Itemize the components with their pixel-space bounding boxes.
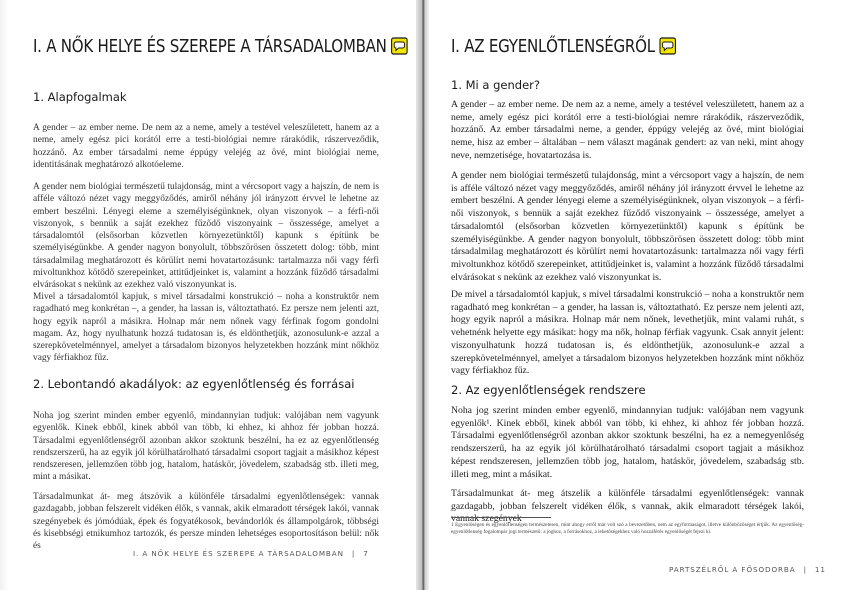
speech-bubble-icon [659, 37, 676, 55]
running-footer [133, 549, 369, 558]
chapter-title [33, 37, 408, 57]
running-footer [669, 565, 826, 574]
paragraph: A gender – az ember neme. De nem az a neme, amely a testével veleszületett, hanem az a neme, amely egész pici korától erre a testi-biológiai nemre rárakódik, rászerveződik, hozzánő. Az ember társadalmi neme éppúgy velejég az övé, mint biológiai neme, identitásának meghatározó alkotóeleme. [33, 123, 379, 170]
paragraph: A gender nem biológiai természetű tulajdonság, mint a vércsoport vagy a hajszín, de nem is afféle változó nézet vagy meggyőződés, amiről néhány jól irányzott érvvel le lehetne az embert beszélni. Lényegi eleme a személyiségünknek, olyan viszonyok – a férfi-női viszonyok, s bennük a saját ezekhez fűződő viszonyaink – összessége, amelyet a társadalomtól (elsősorban közvetlen környezetünktől) kapunk s építünk be személyiségünkbe. A gender nagyon bonyolult, többszörösen összetett dolog: több, mint társadalmilag meghatározott és körülírt nemi hovatartozásunk: tartalmazza női vagy férfi mivoltunkhoz kötődő szerepeinket, attitűdjeinket is, valamint a hozzánk fűződő társadalmi elvárásokat s nekünk az ezekhez való viszonyunkat is. [33, 182, 379, 291]
paragraph: A gender – az ember neme. De nem az a neme, amely a testével veleszületett, hanem az a neme, amely egész pici korától erre a testi-biológiai nemre rárakódik, rászerveződik, hozzánő. Az ember társadalmi neme, a gender, éppúgy velejég az övé, mint biológiai neme, hisz az ember – általában – nem választ magának gendert: az van neki, mint ahogy neve, nemzetisége, hovatartozása is. [451, 99, 804, 161]
page-number: 7 [363, 549, 369, 558]
section-heading: 1. Mi a gender? [451, 78, 540, 92]
section-heading: 1. Alapfogalmak [33, 90, 127, 104]
paragraph: Noha jog szerint minden ember egyenlő, mindannyian tudjuk: valójában nem vagyunk egyenlők¹. Kinek ebből, kinek abból van több, ki ehhez, ki ahhoz fér jobban hozzá. Társadalmi egyenlőtlenségről azonban akkor szoktunk beszélni, ha ez a nemegyenlőség rendszerszerű, ha az egyik jól körülhatárolható társadalmi csoport tagjait a másikhoz képest rendszeresen, jellemzően több jog, hatalom, hatáskör, jövedelem, szabadság stb. illeti meg, mint a másikat. [451, 405, 804, 480]
chapter-title [451, 37, 676, 57]
chapter-title-text: I. A NŐK HELYE ÉS SZEREPE A TÁRSADALOMBAN [33, 37, 387, 57]
paragraph: Társadalmunkat át- meg átszelik a különféle társadalmi egyenlőtlenségek: vannak gazdagabb, jobban felszerelt vidéken élők, s vannak, akik elmaradott térségek lakói, vannak szegények [451, 488, 804, 525]
footer-separator: | [351, 549, 356, 558]
footnote: 1 Egyenlőségen és egyenlőtlenségen természetesen, mint ahogy errõl már volt szó a bevezetőben, nem az egyformaságot, illetve különbözőséget értjük. Az egyenlőség-egyenlőtlenség fogalompár jogi természetű: a joghoz, a forrásokhoz, a lehetőségekhez való hozzáférés egyenlőségét fejezi ki. [451, 522, 804, 536]
section-heading: 2. Lebontandó akadályok: az egyenlőtlenség és forrásai [33, 377, 355, 391]
running-footer-text: I. A NŐK HELYE ÉS SZEREPE A TÁRSADALOMBAN [133, 549, 344, 558]
footer-separator: | [803, 565, 807, 574]
paragraph: De mivel a társadalomtól kapjuk, s mivel társadalmi konstrukció – noha a konstruktőr nem ragadható meg konkrétan – a gender, ha lassan is, változtatható. Ez persze nem jelenti azt, hogy egyik napról a másikra. Holnap már nem nőnek, levethetjük, mint valami ruhát, s vehetnénk helyette egy másikat: hogy ma nők, holnap férfiak vagyunk. Csak annyit jelent: viszonyulhatunk hozzá tudatosan is, és eldönthetjük, azonosulunk-e azzal a szerepkövetelménnyel, amelyet a társadalom bizonyos helyzetekben hozzánk mint nőkhöz vagy férfiakhoz fűz. [451, 289, 804, 377]
paragraph: Noha jog szerint minden ember egyenlő, mindannyian tudjuk: valójában nem vagyunk egyenlők. Kinek ebből, kinek abból van több, ki ehhez, ki ahhoz fér jobban hozzá. Társadalmi egyenlőtlenségről azonban akkor szoktunk beszélni, ha ez az egyenlőtlenség rendszerszerű, ha az egyik jól körülhatárolható társadalmi csoport tagjait a másikhoz képest rendszeresen, jellemzően több jog, hatalom, hatáskör, jövedelem, szabadság stb. illeti meg, mint a másikat. [33, 411, 379, 483]
paragraph: A gender nem biológiai természetű tulajdonság, mint a vércsoport vagy a hajszín, de nem is afféle változó nézet vagy meggyőződés, amiről néhány jól irányzott érvvel le lehetne az embert beszélni. A gender lényegi eleme a személyiségünknek, olyan viszonyok – a férfi-női viszonyok, s bennük a saját ezekhez fűződő viszonyaink – összessége, amelyet a társadalomtól (elsősorban közvetlen környezetünktől) kapunk s építünk be személyiségünkbe. A gender nagyon bonyolult, többszörösen összetett dolog: több mint társadalmilag meghatározott és körülírt nemi hovatartozásunk: tartalmazza női vagy férfi mivoltunkhoz kötődő szerepeinket, attitűdjeinket is, valamint a hozzánk fűződő társadalmi elvárásokat s nekünk az ezekhez való viszonyunkat is. [451, 170, 804, 283]
page-number: 11 [814, 565, 826, 574]
speech-bubble-icon [391, 37, 408, 55]
paragraph: Mivel a társadalomtól kapjuk, s mivel társadalmi konstrukció – noha a konstruktőr nem ragadható meg konkrétan –, a gender, ha lassan is, változtatható. Ez persze nem jelenti azt, hogy egyik napról a másikra. Holnap már nem nőnek vagy férfinak fogom gondolni magam. Az, hogy nyulhatunk hozzá tudatosan is, és eldönthetjük, azonosulunk-e azzal a szerepkövetelménnyel, amelyet a társadalom bizonyos helyzetekben hozzánk mint nőkhöz vagy férfiakhoz fűz. [33, 292, 379, 364]
running-footer-text: PARTSZÉLRŐL A FŐSODORBA [669, 565, 796, 574]
chapter-title-text: I. AZ EGYENLŐTLENSÉGRŐL [451, 37, 655, 57]
paragraph: Társadalmunkat át- meg átszövik a különféle társadalmi egyenlőtlenségek: vannak gazdagabb, jobban felszerelt vidéken élők, s vannak, akik elmaradott térségek lakói, vannak szegényebek és jómódúak, épek és fogyatékosok, bevándorlók és állampolgárok, többségi és kisebbségi etnikumhoz tartozók, és persze minden lehetséges esoportosításon belül: nők és [33, 492, 379, 552]
right-page [429, 0, 841, 590]
page-edge-shadow [0, 0, 8, 590]
section-heading: 2. Az egyenlőtlenségek rendszere [451, 383, 646, 397]
footnote-rule [451, 517, 551, 518]
left-page [0, 0, 416, 590]
book-gutter [416, 0, 429, 590]
